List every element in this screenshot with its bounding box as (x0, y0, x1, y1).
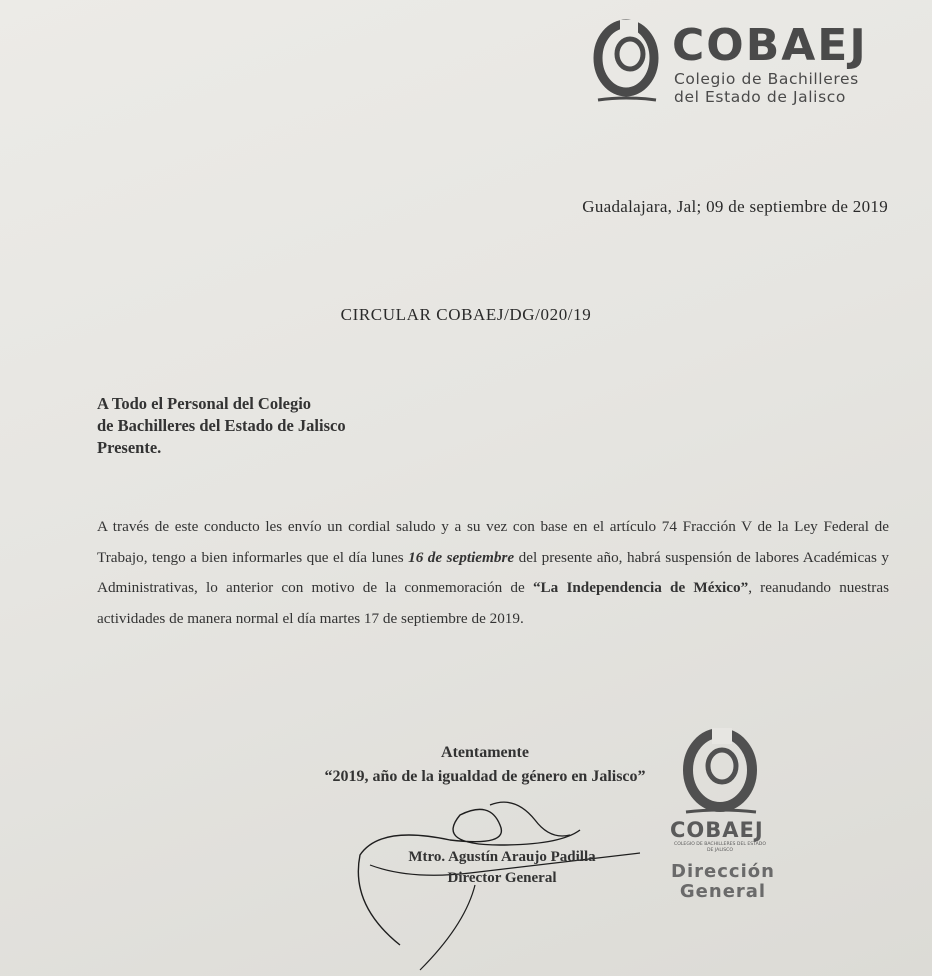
letter-date: Guadalajara, Jal; 09 de septiembre de 2019 (582, 197, 888, 216)
seal-name: COBAEJ (670, 818, 764, 842)
closing-motto: “2019, año de la igualdad de género en Jalisco” (324, 768, 646, 785)
closing-salutation: Atentamente (441, 744, 529, 761)
body-part-3: , reanudando nuestras actividades de manera normal el día martes 17 de septiembre de 2019. (97, 579, 889, 627)
event-name: “La Independencia de México” (532, 579, 749, 596)
signer-name: Mtro. Agustín Araujo Padilla (408, 849, 596, 865)
seal-emblem-icon (668, 726, 772, 816)
body-part-2: del presente año, habrá suspensión de labores Académicas y Administrativas, lo anterior con motivo de la conmemoración de (97, 548, 890, 596)
circular-number: CIRCULAR COBAEJ/DG/020/19 (340, 305, 592, 324)
seal-office (658, 862, 788, 902)
holiday-date: 16 de septiembre (408, 548, 515, 566)
letterhead-logo (590, 18, 890, 108)
letterhead-line-2: del Estado de Jalisco (674, 88, 846, 106)
official-seal (650, 726, 790, 916)
addressee-line-1: A Todo el Personal del Colegio (97, 394, 312, 413)
signer-title: Director General (447, 870, 557, 886)
signer-block (372, 847, 632, 889)
letterhead-name: COBAEJ (672, 20, 868, 71)
letter-body (97, 512, 889, 634)
addressee-line-3: Presente. (97, 438, 162, 457)
body-part-1: A través de este conducto les envío un cordial saludo y a su vez con base en el artículo 74 Fracción V de la Ley Federal de Trabajo, tengo a bien informarles que el día lunes (97, 518, 889, 566)
addressee-block (97, 393, 346, 459)
letterhead-line-1: Colegio de Bachilleres (674, 70, 859, 88)
cobaej-emblem-icon (590, 18, 670, 108)
addressee-line-2: de Bachilleres del Estado de Jalisco (97, 416, 346, 435)
seal-office-line-1: Dirección (671, 861, 775, 882)
seal-office-line-2: General (679, 881, 767, 902)
closing-block (305, 741, 665, 789)
seal-small-text: COLEGIO DE BACHILLERES DEL ESTADO DE JALISCO (674, 842, 766, 853)
